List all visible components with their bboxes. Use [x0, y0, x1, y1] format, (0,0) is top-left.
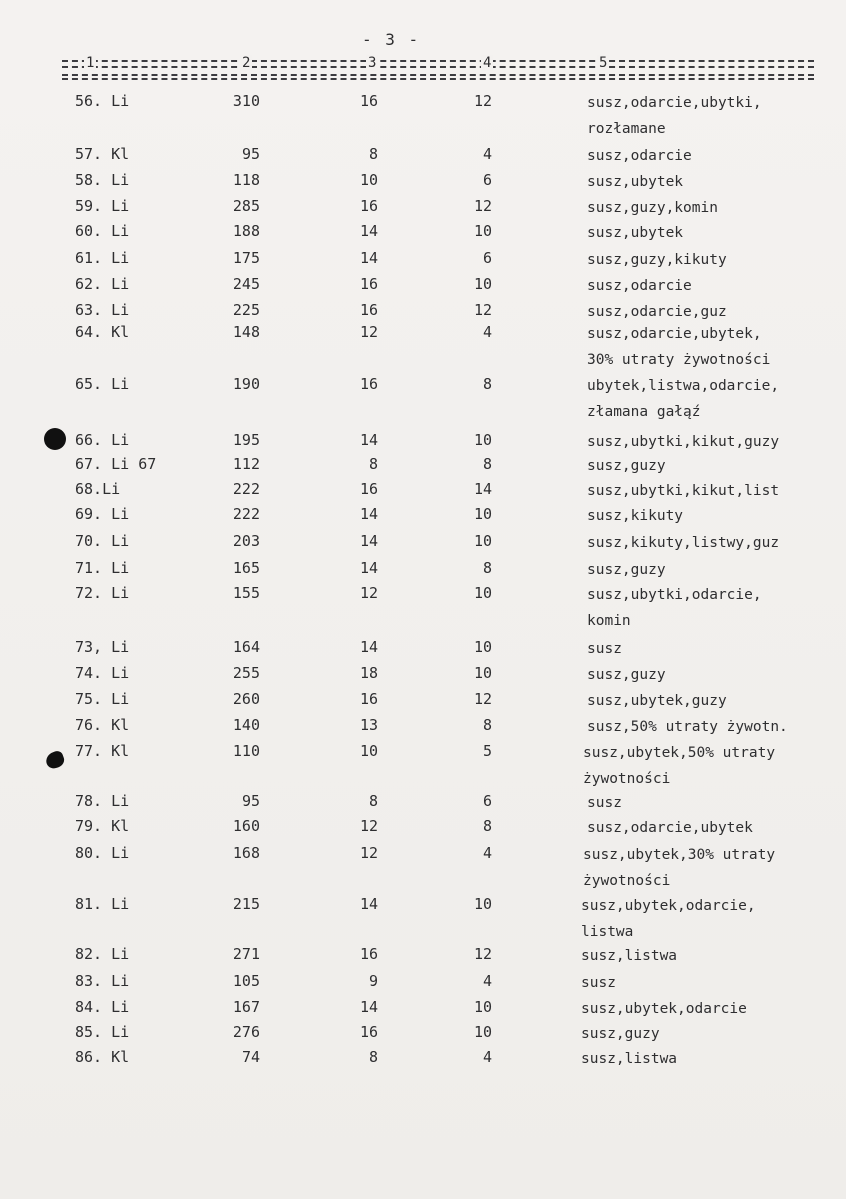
circumference-value: 195 [232, 431, 260, 449]
row-number-species: 75. Li [75, 690, 130, 708]
condition-note: susz,kikuty,listwy,guz [587, 535, 780, 551]
height-value: 10 [359, 171, 378, 189]
circumference-value: 148 [232, 323, 260, 341]
circumference-value: 188 [232, 222, 260, 240]
row-number-species: 56. Li [75, 92, 130, 110]
crown-value: 4 [482, 844, 492, 862]
crown-value: 12 [473, 92, 492, 110]
circumference-value: 190 [232, 375, 260, 393]
height-value: 14 [359, 505, 378, 523]
row-number-species: 58. Li [75, 171, 130, 189]
condition-note: susz,ubytek [587, 225, 684, 241]
condition-note: susz,50% utraty żywotn. [587, 719, 788, 735]
height-value: 8 [368, 145, 378, 163]
circumference-value: 260 [232, 690, 260, 708]
column-header-1: 1 [86, 55, 95, 71]
row-number-species: 73, Li [75, 638, 130, 656]
height-value: 16 [359, 1023, 378, 1041]
circumference-value: 160 [232, 817, 260, 835]
circumference-value: 222 [232, 505, 260, 523]
row-number-species: 63. Li [75, 301, 130, 319]
crown-value: 4 [482, 323, 492, 341]
crown-value: 4 [482, 145, 492, 163]
circumference-value: 112 [232, 455, 260, 473]
condition-note: susz,ubytki,kikut,guzy [587, 434, 780, 450]
row-number-species: 64. Kl [75, 323, 130, 341]
circumference-value: 310 [232, 92, 260, 110]
condition-note: żywotności [583, 873, 671, 889]
row-number-species: 78. Li [75, 792, 130, 810]
page-number: - 3 - [362, 30, 421, 49]
condition-note: susz,odarcie,ubytek [587, 820, 753, 836]
circumference-value: 167 [232, 998, 260, 1016]
condition-note: susz,listwa [581, 948, 678, 964]
circumference-value: 215 [232, 895, 260, 913]
row-number-species: 74. Li [75, 664, 130, 682]
condition-note: susz,guzy,kikuty [587, 252, 727, 268]
crown-value: 10 [473, 638, 492, 656]
condition-note: rozłamane [587, 121, 666, 137]
row-number-species: 62. Li [75, 275, 130, 293]
row-number-species: 66. Li [75, 431, 130, 449]
height-value: 13 [359, 716, 378, 734]
condition-note: susz,ubytek [587, 174, 684, 190]
crown-value: 12 [473, 690, 492, 708]
condition-note: susz,ubytek,odarcie [581, 1001, 747, 1017]
condition-note: susz [581, 975, 616, 991]
height-value: 9 [368, 972, 378, 990]
height-value: 14 [359, 222, 378, 240]
row-number-species: 77. Kl [75, 742, 130, 760]
condition-note: 30% utraty żywotności [587, 352, 771, 368]
crown-value: 14 [473, 480, 492, 498]
condition-note: susz,listwa [581, 1051, 678, 1067]
row-number-species: 69. Li [75, 505, 130, 523]
crown-value: 10 [473, 532, 492, 550]
circumference-value: 225 [232, 301, 260, 319]
crown-value: 10 [473, 275, 492, 293]
condition-note: ubytek,listwa,odarcie, [587, 378, 780, 394]
row-number-species: 81. Li [75, 895, 130, 913]
crown-value: 10 [473, 431, 492, 449]
crown-value: 8 [482, 455, 492, 473]
row-number-species: 84. Li [75, 998, 130, 1016]
crown-value: 10 [473, 584, 492, 602]
header-rule [62, 78, 814, 80]
crown-value: 4 [482, 1048, 492, 1066]
crown-value: 6 [482, 792, 492, 810]
row-number-species: 85. Li [75, 1023, 130, 1041]
height-value: 12 [359, 844, 378, 862]
punch-hole-mark [44, 428, 66, 450]
height-value: 14 [359, 249, 378, 267]
circumference-value: 271 [232, 945, 260, 963]
condition-note: susz,guzy,komin [587, 200, 718, 216]
crown-value: 4 [482, 972, 492, 990]
crown-value: 10 [473, 998, 492, 1016]
circumference-value: 105 [232, 972, 260, 990]
height-value: 16 [359, 375, 378, 393]
condition-note: susz,ubytek,guzy [587, 693, 727, 709]
height-value: 12 [359, 323, 378, 341]
height-value: 14 [359, 895, 378, 913]
crown-value: 12 [473, 301, 492, 319]
circumference-value: 245 [232, 275, 260, 293]
row-number-species: 67. Li 67 [75, 455, 157, 473]
circumference-value: 95 [241, 792, 260, 810]
row-number-species: 86. Kl [75, 1048, 130, 1066]
height-value: 16 [359, 197, 378, 215]
height-value: 12 [359, 584, 378, 602]
circumference-value: 285 [232, 197, 260, 215]
crown-value: 8 [482, 375, 492, 393]
height-value: 10 [359, 742, 378, 760]
crown-value: 5 [482, 742, 492, 760]
row-number-species: 82. Li [75, 945, 130, 963]
crown-value: 10 [473, 222, 492, 240]
height-value: 14 [359, 532, 378, 550]
height-value: 14 [359, 998, 378, 1016]
column-header-2: 2 [242, 55, 251, 71]
row-number-species: 60. Li [75, 222, 130, 240]
row-number-species: 59. Li [75, 197, 130, 215]
crown-value: 10 [473, 895, 492, 913]
height-value: 16 [359, 480, 378, 498]
circumference-value: 168 [232, 844, 260, 862]
height-value: 8 [368, 455, 378, 473]
condition-note: susz,kikuty [587, 508, 684, 524]
height-value: 14 [359, 559, 378, 577]
condition-note: susz,guzy [587, 667, 666, 683]
condition-note: susz [587, 641, 622, 657]
condition-note: susz,guzy [587, 562, 666, 578]
height-value: 14 [359, 431, 378, 449]
height-value: 16 [359, 301, 378, 319]
crown-value: 8 [482, 817, 492, 835]
height-value: 16 [359, 945, 378, 963]
height-value: 16 [359, 92, 378, 110]
condition-note: susz,guzy [581, 1026, 660, 1042]
condition-note: susz,ubytki,kikut,list [587, 483, 780, 499]
crown-value: 10 [473, 664, 492, 682]
circumference-value: 118 [232, 171, 260, 189]
row-number-species: 68.Li [75, 480, 121, 498]
condition-note: żywotności [583, 771, 671, 787]
circumference-value: 110 [232, 742, 260, 760]
height-value: 16 [359, 690, 378, 708]
row-number-species: 65. Li [75, 375, 130, 393]
condition-note: susz,guzy [587, 458, 666, 474]
crown-value: 12 [473, 945, 492, 963]
row-number-species: 70. Li [75, 532, 130, 550]
condition-note: susz,odarcie,ubytki, [587, 95, 762, 111]
row-number-species: 61. Li [75, 249, 130, 267]
row-number-species: 71. Li [75, 559, 130, 577]
crown-value: 10 [473, 505, 492, 523]
height-value: 16 [359, 275, 378, 293]
column-header-4: 4 [483, 55, 492, 71]
crown-value: 8 [482, 716, 492, 734]
crown-value: 6 [482, 249, 492, 267]
header-rule [62, 66, 814, 68]
condition-note: susz,odarcie [587, 148, 692, 164]
circumference-value: 165 [232, 559, 260, 577]
condition-note: złamana gałąź [587, 404, 701, 420]
row-number-species: 76. Kl [75, 716, 130, 734]
circumference-value: 255 [232, 664, 260, 682]
header-rule [62, 74, 814, 76]
condition-note: susz,ubytek,30% utraty [583, 847, 776, 863]
condition-note: susz,ubytki,odarcie, [587, 587, 762, 603]
condition-note: susz,ubytek,50% utraty [583, 745, 776, 761]
height-value: 8 [368, 792, 378, 810]
condition-note: komin [587, 613, 631, 629]
circumference-value: 95 [241, 145, 260, 163]
circumference-value: 203 [232, 532, 260, 550]
circumference-value: 74 [241, 1048, 260, 1066]
condition-note: susz [587, 795, 622, 811]
row-number-species: 72. Li [75, 584, 130, 602]
column-header-3: 3 [368, 55, 377, 71]
crown-value: 8 [482, 559, 492, 577]
row-number-species: 83. Li [75, 972, 130, 990]
header-rule [62, 60, 814, 62]
height-value: 18 [359, 664, 378, 682]
circumference-value: 140 [232, 716, 260, 734]
height-value: 8 [368, 1048, 378, 1066]
circumference-value: 175 [232, 249, 260, 267]
height-value: 12 [359, 817, 378, 835]
crown-value: 10 [473, 1023, 492, 1041]
circumference-value: 222 [232, 480, 260, 498]
row-number-species: 79. Kl [75, 817, 130, 835]
circumference-value: 155 [232, 584, 260, 602]
row-number-species: 80. Li [75, 844, 130, 862]
row-number-species: 57. Kl [75, 145, 130, 163]
crown-value: 6 [482, 171, 492, 189]
circumference-value: 276 [232, 1023, 260, 1041]
condition-note: susz,odarcie,ubytek, [587, 326, 762, 342]
condition-note: susz,odarcie,guz [587, 304, 727, 320]
column-header-5: 5 [599, 55, 608, 71]
condition-note: listwa [581, 924, 634, 940]
condition-note: susz,odarcie [587, 278, 692, 294]
height-value: 14 [359, 638, 378, 656]
crown-value: 12 [473, 197, 492, 215]
circumference-value: 164 [232, 638, 260, 656]
ink-blot-mark [44, 749, 66, 770]
condition-note: susz,ubytek,odarcie, [581, 898, 756, 914]
